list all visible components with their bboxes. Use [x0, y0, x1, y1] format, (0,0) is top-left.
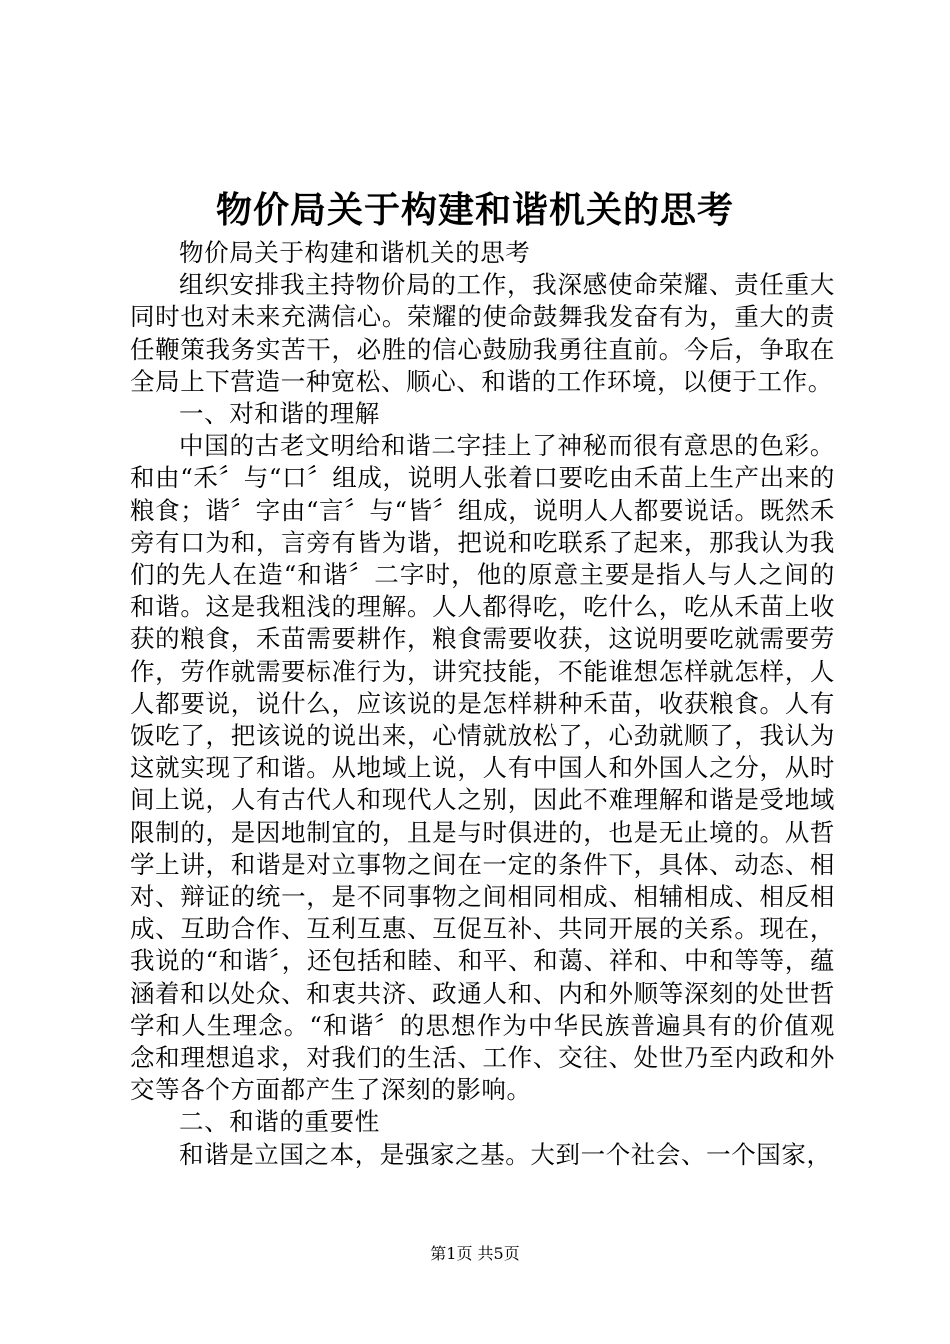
- paragraph-understanding: 中国的古老文明给和谐二字挂上了神秘而很有意思的色彩。和由“禾〞与“口〞组成，说明人张着口要吃由禾苗上生产出来的粮食；谐〞字由“言〞与“皆〞组成，说明人人都要说话。既然禾旁有口为和，言旁有皆为谐，把说和吃联系了起来，那我认为我们的先人在造“和谐〞二字时，他的原意主要是指人与人之间的和谐。这是我粗浅的理解。人人都得吃，吃什么，吃从禾苗上收获的粮食，禾苗需要耕作，粮食需要收获，这说明要吃就需要劳作，劳作就需要标准行为，讲究技能，不能谁想怎样就怎样，人人都要说，说什么，应该说的是怎样耕种禾苗，收获粮食。人有饭吃了，把该说的说出来，心情就放松了，心劲就顺了，我认为这就实现了和谐。从地域上说，人有中国人和外国人之分，从时间上说，人有古代人和现代人之别，因此不难理解和谐是受地域限制的，是因地制宜的，且是与时俱进的，也是无止境的。从哲学上讲，和谐是对立事物之间在一定的条件下，具体、动态、相对、辩证的统一，是不同事物之间相同相成、相辅相成、相反相成、互助合作、互利互惠、互促互补、共同开展的关系。现在，我说的“和谐〞，还包括和睦、和平、和蔼、祥和、中和等等，蕴涵着和以处众、和衷共济、政通人和、内和外顺等深刻的处世哲学和人生理念。“和谐〞的思想作为中华民族普遍具有的价值观念和理想追求，对我们的生活、工作、交往、处世乃至内政和外交等各个方面都产生了深刻的影响。: [130, 431, 836, 1105]
- section-heading-importance: 二、和谐的重要性: [179, 1107, 380, 1137]
- page-footer: 第1页 共5页: [430, 1244, 520, 1263]
- document-body: [130, 237, 835, 1171]
- paragraph-importance: 和谐是立国之本，是强家之基。大到一个社会、一个国家，: [179, 1139, 832, 1169]
- section-heading-understanding: 一、对和谐的理解: [179, 399, 380, 429]
- paragraph-intro: 组织安排我主持物价局的工作，我深感使命荣耀、责任重大同时也对未来充满信心。荣耀的使命鼓舞我发奋有为，重大的责任鞭策我务实苦干，必胜的信心鼓励我勇往直前。今后，争取在全局上下营造一种宽松、顺心、和谐的工作环境，以便于工作。: [130, 270, 835, 396]
- document-title: 物价局关于构建和谐机关的思考: [215, 189, 734, 231]
- paragraph-subtitle: 物价局关于构建和谐机关的思考: [179, 238, 531, 267]
